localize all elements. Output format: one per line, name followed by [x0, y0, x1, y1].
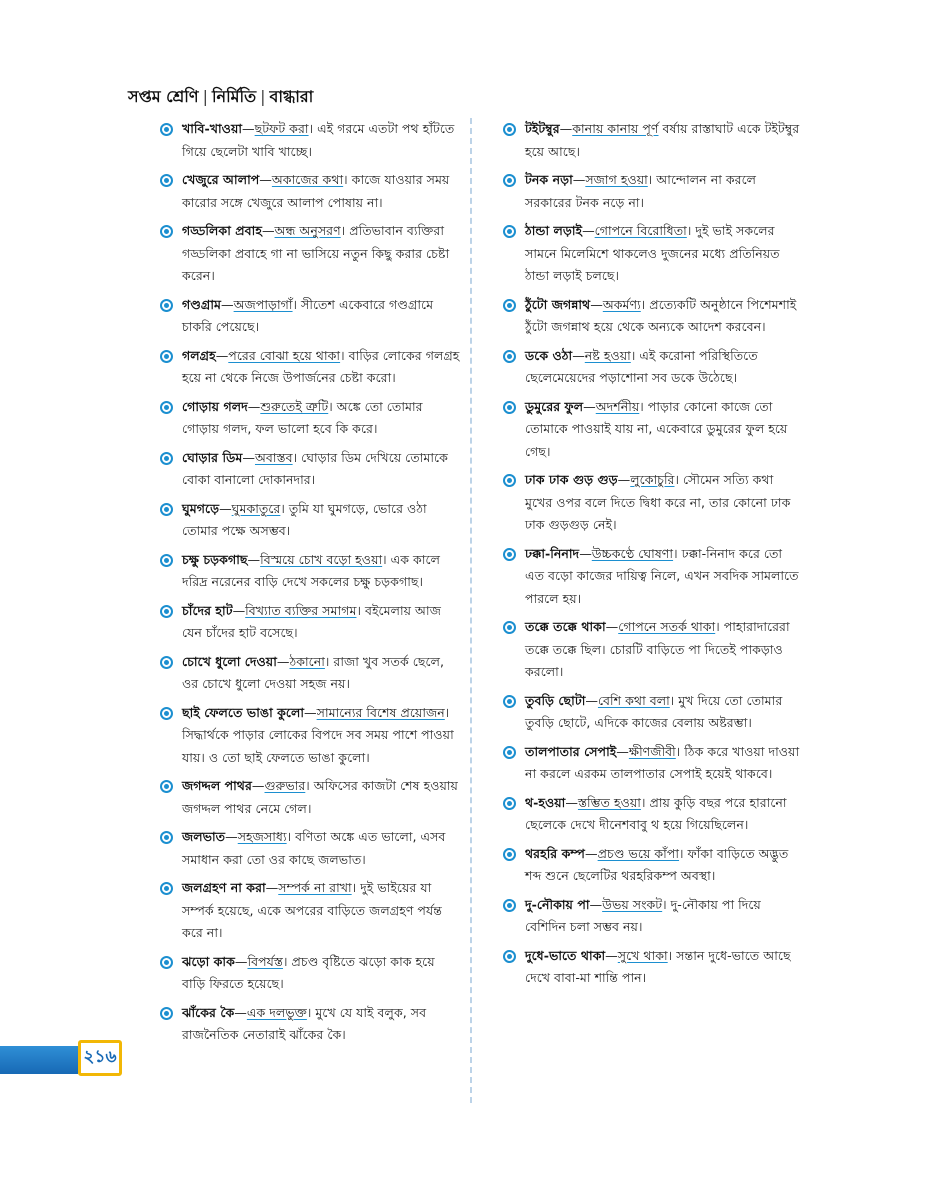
idiom-entry	[160, 220, 460, 288]
idiom-meaning: সহজসাধ্য	[237, 829, 287, 844]
bullet-icon	[160, 605, 173, 618]
bullet-icon	[160, 401, 173, 414]
bullet-icon	[503, 174, 516, 187]
idiom-example: । বণিতা অঙ্কে এত ভালো, এসব সমাধান করা তো ওর কাছে জলভাত।	[182, 829, 446, 867]
idiom-example: । প্রায় কুড়ি বছর পরে হারানো ছেলেকে দেখে দীনেশবাবু থ হয়ে গিয়েছিলেন।	[525, 794, 787, 832]
right-column	[503, 118, 803, 996]
bullet-icon	[503, 621, 516, 634]
idiom-entry	[160, 498, 460, 543]
idiom-example: । পাড়ার কোনো কাজে তো তোমাকে পাওয়াই যায় না, একেবারে ডুমুরের ফুল হয়ে গেছ।	[525, 398, 788, 459]
idiom-entry	[503, 169, 803, 214]
bullet-icon	[160, 554, 173, 567]
bullet-icon	[503, 350, 516, 363]
idiom-entry	[160, 600, 460, 645]
idiom-entry	[160, 118, 460, 163]
idiom-term: ঝড়ো কাক	[182, 953, 235, 969]
idiom-meaning: বিপর্যস্ত	[247, 953, 283, 969]
bullet-icon	[503, 950, 516, 963]
bullet-icon	[503, 797, 516, 810]
idiom-meaning: অবাস্তব	[254, 449, 293, 465]
dash-separator: —	[585, 845, 598, 861]
idiom-term: তালপাতার সেপাই	[525, 743, 617, 759]
idiom-meaning: অকর্মণ্য	[602, 296, 641, 312]
idiom-entry	[160, 951, 460, 996]
idiom-term: খেজুরে আলাপ	[182, 172, 260, 187]
idiom-entry	[160, 826, 460, 871]
idiom-example: । ঠিক করে খাওয়া দাওয়া না করলে এরকম তালপাতার সেপাই হয়েই থাকবে।	[525, 743, 800, 781]
dash-separator: —	[259, 172, 272, 187]
dash-separator: —	[219, 500, 232, 516]
left-column	[160, 118, 460, 1053]
idiom-meaning: ক্ষীণজীবী	[628, 743, 676, 759]
idiom-entry	[160, 447, 460, 492]
bullet-icon	[160, 956, 173, 969]
idiom-term: ঢাক ঢাক গুড় গুড়	[525, 472, 618, 487]
bullet-icon	[503, 225, 516, 238]
dash-separator: —	[247, 398, 261, 414]
idiom-meaning: সুখে থাকা	[617, 947, 668, 963]
dash-separator: —	[585, 692, 598, 708]
dash-separator: —	[242, 449, 255, 465]
idiom-entry	[503, 894, 803, 939]
bullet-icon	[503, 548, 516, 561]
idiom-example: । ঘোড়ার ডিম দেখিয়ে তোমাকে বোকা বানালো দোকানদার।	[182, 449, 448, 487]
idiom-entry	[503, 792, 803, 837]
idiom-example: । দু-নৌকায় পা দিয়ে বেশিদিন চলা সম্ভব নয়।	[525, 896, 761, 934]
idiom-example: । রাজা খুব সতর্ক ছেলে, ওর চোখে ধুলো দেওয়া সহজ নয়।	[182, 653, 444, 691]
idiom-term: দু-নৌকায় পা	[525, 896, 590, 912]
dash-separator: —	[572, 172, 586, 187]
idiom-entry	[160, 549, 460, 594]
bullet-icon	[160, 656, 173, 669]
idiom-meaning: সম্পর্ক না রাখা	[278, 880, 352, 895]
idiom-meaning: ঘুমকাতুরে	[231, 500, 281, 516]
idiom-example: বর্ষায় রাস্তাঘাট একে টইটম্বুর হয়ে আছে।	[525, 121, 800, 159]
idiom-entry	[160, 294, 460, 339]
idiom-term: ছাই ফেলতে ভাঙা কুলো	[182, 704, 305, 720]
idiom-term: ঝাঁকের কৈ	[182, 1004, 235, 1020]
dash-separator: —	[616, 743, 629, 759]
idiom-example: । পাহারাদারেরা তক্কে তক্কে ছিল। চোরটি বাড়িতে পা দিতেই পাকড়াও করলো।	[525, 619, 790, 679]
bullet-icon	[160, 452, 173, 465]
idiom-example: । এক কালে দরিদ্র নরেনের বাড়ি দেখে সকলের চক্ষু চড়কগাছ।	[182, 551, 440, 589]
bullet-icon	[503, 899, 516, 912]
idiom-example: । এই গরমে এতটা পথ হাঁটতে গিয়ে ছেলেটা খাবি খাচ্ছে।	[182, 121, 455, 159]
dash-separator: —	[565, 794, 578, 810]
idiom-example: । তুমি যা ঘুমগড়ে, ভোরে ওঠা তোমার পক্ষে অসম্ভব।	[182, 500, 427, 538]
idiom-term: টইটম্বুর	[525, 121, 560, 136]
idiom-example: । ফাঁকা বাড়িতে অদ্ভুত শব্দ শুনে ছেলেটির থরহরিকম্প অবস্থা।	[525, 845, 789, 883]
idiom-term: খাবি-খাওয়া	[182, 121, 243, 136]
idiom-meaning: স্তম্ভিত হওয়া	[577, 794, 641, 810]
idiom-entry	[503, 118, 803, 163]
idiom-entry	[503, 396, 803, 464]
dash-separator: —	[579, 545, 592, 561]
bullet-icon	[160, 350, 173, 363]
idiom-meaning: অকাজের কথা	[271, 172, 344, 187]
dash-separator: —	[247, 551, 261, 567]
idiom-meaning: কানায় কানায় পূর্ণ	[572, 121, 659, 136]
idiom-entry	[503, 945, 803, 990]
idiom-term: ডুমুরের ফুল	[525, 398, 584, 414]
idiom-meaning: বিস্ময়ে চোখ বড়ো হওয়া	[260, 551, 383, 567]
idiom-term: জলভাত	[182, 829, 226, 844]
idiom-entry	[503, 543, 803, 611]
idiom-example: । সিদ্ধার্থকে পাড়ার লোকের বিপদে সব সময় পাশে পাওয়া যায়। ও তো ছাই ফেলতে ভাঙা কুলো।	[182, 704, 454, 765]
dash-separator: —	[590, 296, 603, 312]
idiom-entry	[503, 741, 803, 786]
dash-separator: —	[572, 347, 585, 363]
idiom-term: জলগ্রহণ না করা	[182, 880, 266, 895]
idiom-term: ঘুমগড়ে	[182, 500, 220, 516]
header-separator: |	[260, 87, 266, 106]
bullet-icon	[503, 695, 516, 708]
dash-separator: —	[232, 602, 246, 618]
idiom-term: তুবড়ি ছোটা	[525, 692, 586, 708]
bullet-icon	[160, 707, 173, 720]
idiom-meaning: গোপনে সতর্ক থাকা	[618, 619, 716, 634]
idiom-term: চক্ষু চড়কগাছ	[182, 551, 248, 567]
idiom-example: । মুখ দিয়ে তো তোমার তুবড়ি ছোটে, এদিকে কাজের বেলায় অষ্টরম্ভা।	[525, 692, 783, 730]
idiom-example: । মুখে যে যাই বলুক, সব রাজনৈতিক নেতারাই ঝাঁকের কৈ।	[182, 1004, 427, 1042]
bullet-icon	[160, 503, 173, 516]
idiom-meaning: নষ্ট হওয়া	[584, 347, 631, 363]
dash-separator: —	[605, 947, 618, 963]
dash-separator: —	[234, 1004, 247, 1020]
bullet-icon	[160, 225, 173, 238]
bullet-icon	[160, 123, 173, 136]
idiom-example: । প্রচণ্ড বৃষ্টিতে ঝড়ো কাক হয়ে বাড়ি ফিরতে হয়েছে।	[182, 953, 435, 991]
idiom-example: । সীতেশ একেবারে গণ্ডগ্রামে চাকরি পেয়েছে।	[182, 296, 434, 334]
dash-separator: —	[582, 223, 595, 238]
idiom-entry	[503, 220, 803, 288]
bullet-icon	[503, 123, 516, 136]
bullet-icon	[503, 848, 516, 861]
idiom-term: ডকে ওঠা	[525, 347, 573, 363]
idiom-entry	[160, 345, 460, 390]
idiom-example: । অঙ্কে তো তোমার গোড়ায় গলদ, ফল ভালো হবে কি করে।	[182, 398, 423, 436]
dash-separator: —	[221, 296, 234, 312]
idiom-entry	[160, 169, 460, 214]
idiom-example: । কাজে যাওয়ার সময় কারোর সঙ্গে খেজুরে আলাপ পোষায় না।	[182, 172, 450, 210]
bullet-icon	[160, 831, 173, 844]
idiom-example: । বাড়ির লোকের গলগ্রহ হয়ে না থেকে নিজে উপার্জনের চেষ্টা করো।	[182, 347, 460, 385]
idiom-term: ঠান্ডা লড়াই	[525, 223, 583, 238]
idiom-term: থ-হওয়া	[525, 794, 566, 810]
idiom-meaning: উচ্চকণ্ঠে ঘোষণা	[591, 545, 674, 561]
header-class: সপ্তম শ্রেণি	[128, 87, 199, 106]
header-separator: |	[202, 87, 208, 106]
dash-separator: —	[605, 619, 619, 634]
idiom-meaning: অজপাড়াগাঁ	[233, 296, 293, 312]
idiom-term: টনক নড়া	[525, 172, 573, 187]
idiom-meaning: সামান্যের বিশেষ প্রয়োজন	[316, 704, 445, 720]
idiom-meaning: অদর্শনীয়	[595, 398, 640, 414]
header-section: নির্মিতি	[211, 87, 257, 106]
dash-separator: —	[234, 953, 248, 969]
idiom-entry	[503, 345, 803, 390]
idiom-meaning: বিখ্যাত ব্যক্তির সমাগম	[245, 602, 357, 618]
idiom-example: । অফিসের কাজটা শেষ হওয়ায় জগদ্দল পাথর নেমে গেল।	[182, 778, 458, 816]
idiom-example: । প্রত্যেকটি অনুষ্ঠানে পিশেমশাই ঠুঁটো জগন্নাথ হয়ে থেকে অন্যকে আদেশ করবেন।	[525, 296, 797, 334]
idiom-example: । সৌমেন সত্যি কথা মুখের ওপর বলে দিতে দ্বিধা করে না, তার কোনো ঢাক ঢাক গুড়গুড় নেই।	[525, 472, 791, 532]
idiom-example: । দুই ভাইয়ের যা সম্পর্ক হয়েছে, একে অপরের বাড়িতে জলগ্রহণ পর্যন্ত করে না।	[182, 880, 442, 940]
page-number: ২১৬	[78, 1040, 122, 1076]
idiom-example: । আন্দোলন না করলে সরকারের টনক নড়ে না।	[525, 172, 757, 210]
idiom-meaning: ঠকানো	[289, 653, 325, 669]
bullet-icon	[160, 1007, 173, 1020]
idiom-entry	[160, 877, 460, 945]
dash-separator: —	[265, 880, 279, 895]
idiom-entry	[160, 396, 460, 441]
idiom-term: জগদ্দল পাথর	[182, 778, 252, 793]
idiom-entry	[503, 616, 803, 684]
idiom-example: । সন্তান দুধে-ভাতে আছে দেখে বাবা-মা শান্তি পান।	[525, 947, 791, 985]
bullet-icon	[160, 882, 173, 895]
idiom-meaning: উভয় সংকট	[602, 896, 663, 912]
dash-separator: —	[617, 472, 631, 487]
bullet-icon	[503, 299, 516, 312]
idiom-example: । বইমেলায় আজ যেন চাঁদের হাট বসেছে।	[182, 602, 441, 640]
idiom-term: ঘোড়ার ডিম	[182, 449, 243, 465]
bullet-icon	[160, 780, 173, 793]
bullet-icon	[503, 474, 516, 487]
idiom-term: ঠুঁটো জগন্নাথ	[525, 296, 591, 312]
idiom-meaning: বেশি কথা বলা	[597, 692, 670, 708]
bullet-icon	[160, 299, 173, 312]
idiom-example: । দুই ভাই সকলের সামনে মিলেমিশে থাকলেও দুজনের মধ্যে প্রতিনিয়ত ঠান্ডা লড়াই চলছে।	[525, 223, 780, 283]
idiom-term: থরহরি কম্প	[525, 845, 586, 861]
idiom-meaning: প্রচণ্ড ভয়ে কাঁপা	[597, 845, 680, 861]
header-topic: বাগ্ধারা	[269, 87, 314, 106]
idiom-example: । ঢক্কা-নিনাদ করে তো এত বড়ো কাজের দায়িত্ব নিলে, এখন সবদিক সামলাতে পারলে হয়।	[525, 545, 799, 606]
idiom-term: চাঁদের হাট	[182, 602, 233, 618]
idiom-entry	[160, 651, 460, 696]
idiom-term: গলগ্রহ	[182, 347, 216, 363]
idiom-term: গণ্ডগ্রাম	[182, 296, 222, 312]
dash-separator: —	[304, 704, 317, 720]
idiom-term: গড্ডলিকা প্রবাহ	[182, 223, 262, 238]
bullet-icon	[160, 174, 173, 187]
dash-separator: —	[559, 121, 573, 136]
idiom-meaning: গুরুভার	[264, 778, 306, 793]
dash-separator: —	[261, 223, 275, 238]
idiom-meaning: অন্ধ অনুসরণ	[274, 223, 341, 238]
dash-separator: —	[242, 121, 255, 136]
idiom-entry	[503, 843, 803, 888]
page-header	[128, 84, 313, 111]
idiom-meaning: পরের বোঝা হয়ে থাকা	[228, 347, 341, 363]
idiom-entry	[503, 294, 803, 339]
idiom-term: ঢক্কা-নিনাদ	[525, 545, 580, 561]
idiom-term: তক্কে তক্কে থাকা	[525, 619, 606, 634]
idiom-meaning: গোপনে বিরোধিতা	[594, 223, 687, 238]
idiom-meaning: শুরুতেই ত্রুটি	[260, 398, 329, 414]
dash-separator: —	[276, 653, 290, 669]
idiom-example: । এই করোনা পরিস্থিতিতে ছেলেমেয়েদের পড়াশোনা সব ডকে উঠেছে।	[525, 347, 758, 385]
idiom-meaning: লুকোচুরি	[630, 472, 675, 487]
idiom-term: দুধে-ভাতে থাকা	[525, 947, 606, 963]
dash-separator: —	[251, 778, 265, 793]
page-footer-bar	[0, 1046, 78, 1074]
dash-separator: —	[589, 896, 603, 912]
idiom-meaning: এক দলভুক্ত	[246, 1004, 307, 1020]
idiom-meaning: সজাগ হওয়া	[585, 172, 648, 187]
idiom-entry	[160, 1002, 460, 1047]
column-divider	[470, 118, 472, 1103]
dash-separator: —	[215, 347, 229, 363]
bullet-icon	[503, 401, 516, 414]
idiom-entry	[160, 702, 460, 770]
idiom-term: চোখে ধুলো দেওয়া	[182, 653, 277, 669]
idiom-entry	[503, 690, 803, 735]
bullet-icon	[503, 746, 516, 759]
idiom-term: গোড়ায় গলদ	[182, 398, 248, 414]
idiom-meaning: ছটফট করা	[254, 121, 309, 136]
idiom-entry	[160, 775, 460, 820]
dash-separator: —	[583, 398, 596, 414]
idiom-example: । প্রতিভাবান ব্যক্তিরা গড্ডলিকা প্রবাহে গা না ভাসিয়ে নতুন কিছু করার চেষ্টা করেন।	[182, 223, 450, 283]
idiom-entry	[503, 469, 803, 537]
dash-separator: —	[225, 829, 238, 844]
